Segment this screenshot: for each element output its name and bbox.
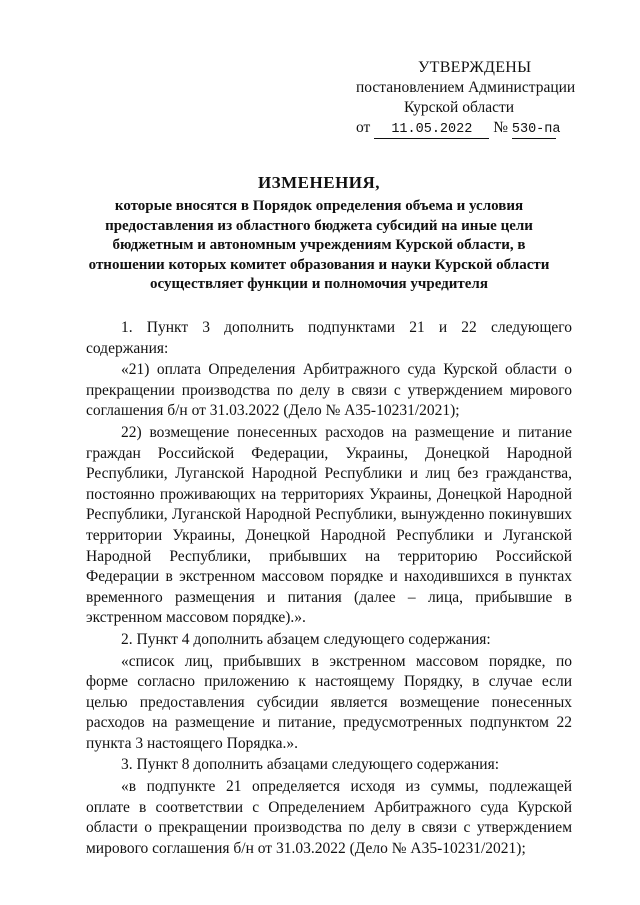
paragraph-4: 2. Пункт 4 дополнить абзацем следующего содержания: bbox=[121, 630, 491, 648]
date-prefix: от bbox=[356, 119, 371, 136]
paragraph-2: «21) оплата Определения Арбитражного суда Курской области о прекращении производства по делу в связи с утверждением мирового соглашения б/н от 31.03.2022 (Дело № А35-10231/2021); bbox=[86, 361, 572, 420]
approval-date-line bbox=[356, 118, 596, 139]
paragraph-7: «в подпункте 21 определяется исходя из суммы, подлежащей оплате в соответствии с Определением Арбитражного суда Курской области о прекращении производства по делу в связи с утверждением мирового соглашения б/н от 31.03.2022 (Дело № А35-10231/2021); bbox=[86, 778, 572, 857]
approval-authority: постановлением Администрации bbox=[356, 79, 576, 96]
paragraph-1: 1. Пункт 3 дополнить подпунктами 21 и 22 следующего содержания: bbox=[86, 319, 572, 357]
document-heading bbox=[86, 172, 552, 295]
approval-number: 530-па bbox=[511, 122, 561, 137]
approval-block bbox=[356, 58, 596, 139]
number-prefix: № bbox=[493, 119, 508, 136]
paragraph-3: 22) возмещение понесенных расходов на размещение и питание граждан Российской Федерации, Украины, Донецкой Народной Республики, Луганской Народной Республики и лиц без гражданства, постоянно проживающих на территориях Украины, Донецкой Народной Республики, Луганской Народной Республики, вынужденно покинувших территории Украины, Донецкой Народной Республики и Луганской Народной Республики, прибывших на территорию Российской Федерации в экстренном массовом порядке и находившихся в пунктах временного размещения и питания (далее – лица, прибывшие в экстренном массовом порядке).». bbox=[86, 423, 572, 627]
heading-subtitle: которые вносятся в Порядок определения объема и условия предоставления из областного бюджета субсидий на иные цели бюджетным и автономным учреждениям Курской области, в отношении которых комитет образования и науки Курской области осуществляет функции и полномочия учредителя bbox=[88, 198, 550, 292]
approval-region: Курской области bbox=[404, 99, 515, 116]
heading-title: ИЗМЕНЕНИЯ, bbox=[257, 173, 381, 192]
approval-date: 11.05.2022 bbox=[374, 122, 489, 139]
approval-title: УТВЕРЖДЕНЫ bbox=[418, 59, 532, 76]
paragraph-6: 3. Пункт 8 дополнить абзацами следующего содержания: bbox=[121, 756, 500, 774]
paragraph-5: «список лиц, прибывших в экстренном массовом порядке, по форме согласно приложению к настоящему Порядку, в случае если целью предоставления субсидии является возмещение понесенных расходов на размещение и питание, предусмотренных подпунктом 22 пункта 3 настоящего Порядка.». bbox=[86, 652, 572, 752]
document-body bbox=[86, 318, 572, 859]
